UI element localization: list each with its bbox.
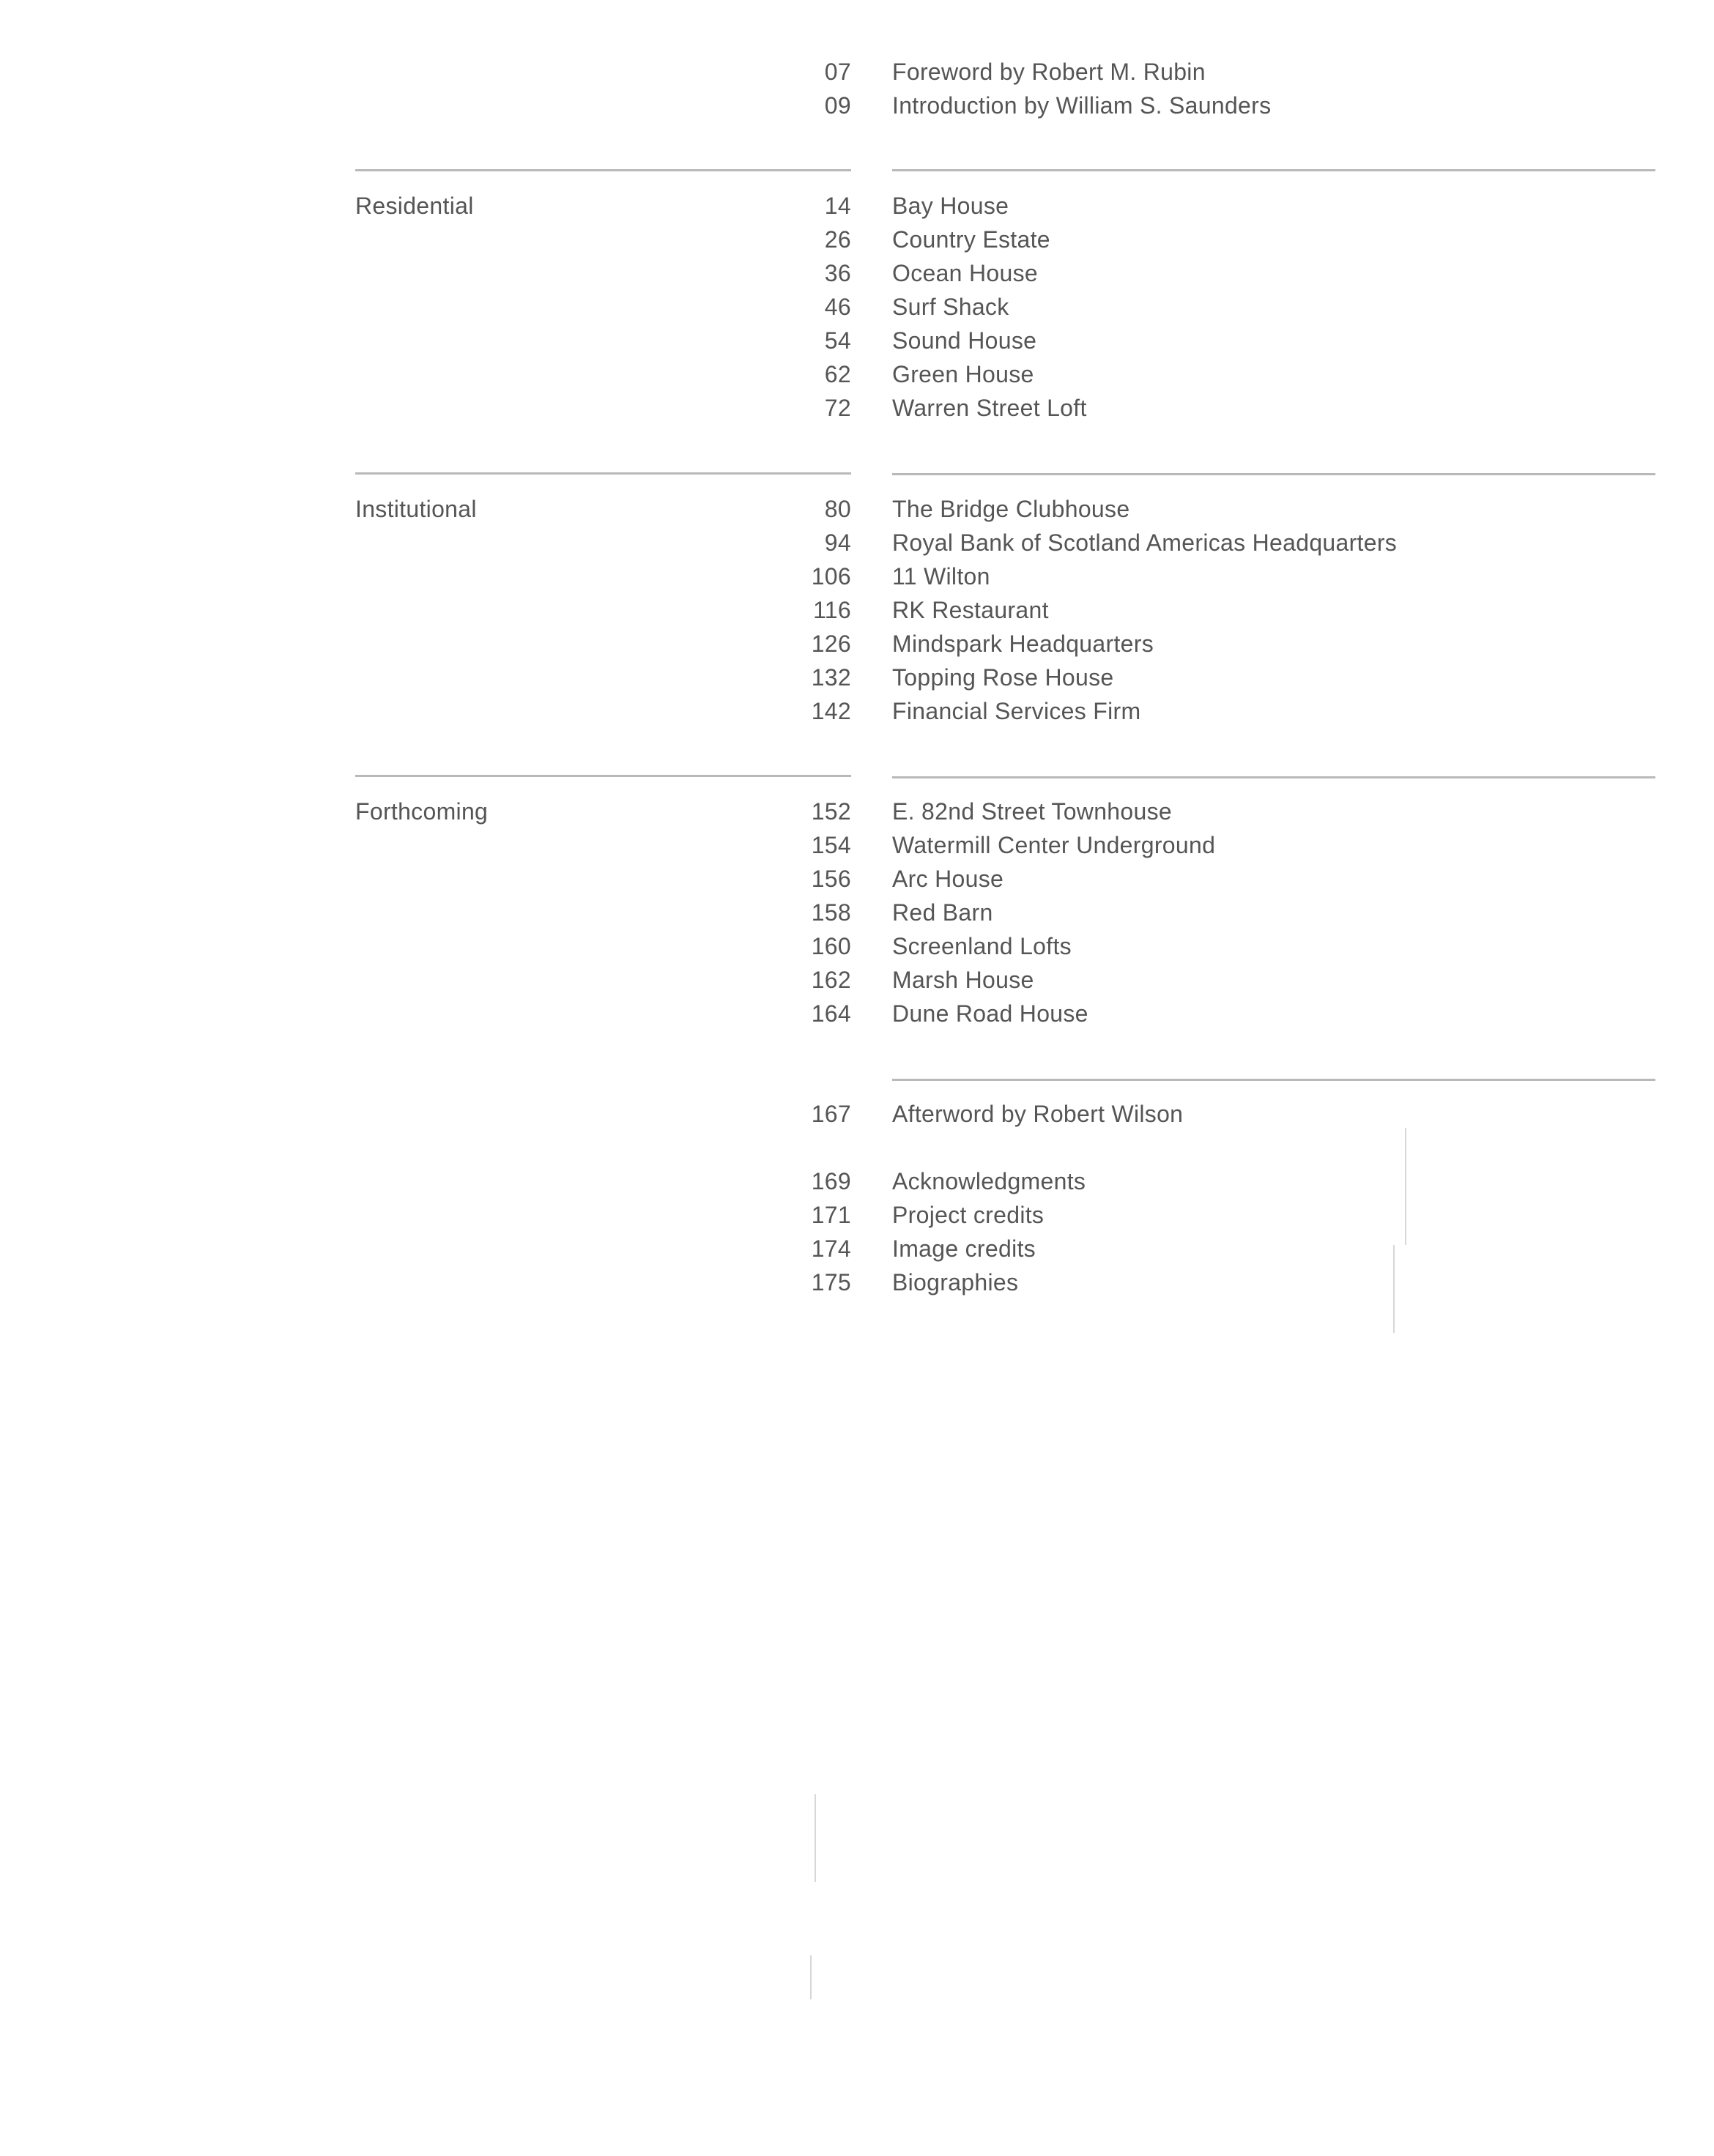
toc-page-number: 174	[811, 1235, 851, 1262]
toc-entry[interactable]	[0, 1164, 1714, 1198]
section-label-forthcoming: Forthcoming	[355, 798, 489, 825]
toc-entry-title: Biographies	[892, 1269, 1019, 1296]
section-label-residential: Residential	[355, 193, 474, 219]
toc-entry[interactable]	[0, 627, 1714, 661]
toc-entry-title: Sound House	[892, 327, 1037, 354]
toc-entry[interactable]	[0, 391, 1714, 425]
toc-entry-title: Introduction by William S. Saunders	[892, 92, 1272, 119]
toc-entry-title: Green House	[892, 361, 1034, 387]
toc-entry[interactable]	[0, 526, 1714, 560]
scan-artifact	[1405, 1128, 1406, 1245]
toc-entry[interactable]	[0, 661, 1714, 694]
toc-entry-title: Marsh House	[892, 967, 1034, 993]
toc-page-number: 07	[824, 59, 851, 85]
toc-page-number: 72	[824, 395, 851, 421]
toc-entry-title: Acknowledgments	[892, 1168, 1086, 1194]
toc-page-number: 158	[811, 899, 851, 926]
toc-entry[interactable]	[0, 1232, 1714, 1265]
toc-entry[interactable]	[0, 290, 1714, 324]
toc-entry[interactable]	[0, 795, 1714, 828]
toc-entry-title: Red Barn	[892, 899, 993, 926]
toc-entry-title: Bay House	[892, 193, 1009, 219]
toc-entry-title: The Bridge Clubhouse	[892, 496, 1130, 522]
toc-entry-title: Screenland Lofts	[892, 933, 1072, 959]
toc-entry-title: Royal Bank of Scotland Americas Headquarters	[892, 529, 1398, 556]
section-label-institutional: Institutional	[355, 496, 477, 522]
toc-page-number: 62	[824, 361, 851, 387]
toc-entry-title: E. 82nd Street Townhouse	[892, 798, 1172, 825]
toc-entry-title: Financial Services Firm	[892, 698, 1141, 724]
toc-page-number: 36	[824, 260, 851, 286]
toc-page-number: 175	[811, 1269, 851, 1296]
toc-entry-title: Dune Road House	[892, 1000, 1088, 1027]
scan-artifact	[810, 1955, 812, 1999]
toc-entry-title: RK Restaurant	[892, 597, 1049, 623]
toc-page-number: 106	[811, 563, 851, 590]
toc-page-number: 142	[811, 698, 851, 724]
toc-entry[interactable]	[0, 929, 1714, 963]
toc-page-number: 169	[811, 1168, 851, 1194]
section-divider-right	[892, 169, 1655, 171]
toc-entry[interactable]	[0, 324, 1714, 357]
toc-page-number: 46	[824, 294, 851, 320]
toc-entry-title: Arc House	[892, 866, 1004, 892]
scan-artifact	[1393, 1245, 1395, 1333]
toc-entry[interactable]	[0, 492, 1714, 526]
toc-entry-title: Mindspark Headquarters	[892, 631, 1154, 657]
toc-entry[interactable]	[0, 593, 1714, 627]
toc-page-number: 156	[811, 866, 851, 892]
toc-entry[interactable]	[0, 997, 1714, 1030]
toc-page-number: 160	[811, 933, 851, 959]
afterword-divider	[892, 1079, 1655, 1081]
toc-page-number: 26	[824, 226, 851, 253]
toc-entry[interactable]	[0, 223, 1714, 256]
toc-entry[interactable]	[0, 1265, 1714, 1299]
toc-entry[interactable]	[0, 189, 1714, 223]
toc-page-number: 54	[824, 327, 851, 354]
toc-page-number: 152	[811, 798, 851, 825]
section-divider-right	[892, 776, 1655, 778]
toc-entry[interactable]	[0, 55, 1714, 89]
toc-entry-title: Image credits	[892, 1235, 1036, 1262]
toc-page-number: 14	[824, 193, 851, 219]
toc-entry-title: Watermill Center Underground	[892, 832, 1216, 858]
toc-page-number: 164	[811, 1000, 851, 1027]
scan-artifact	[815, 1794, 816, 1882]
toc-entry[interactable]	[0, 896, 1714, 929]
toc-entry[interactable]	[0, 694, 1714, 728]
toc-entry[interactable]	[0, 357, 1714, 391]
toc-entry[interactable]	[0, 963, 1714, 997]
toc-entry-title: Surf Shack	[892, 294, 1009, 320]
toc-entry-title: Topping Rose House	[892, 664, 1114, 691]
toc-entry[interactable]	[0, 89, 1714, 122]
toc-page-number: 94	[824, 529, 851, 556]
toc-entry[interactable]	[0, 1198, 1714, 1232]
toc-entry-title: 11 Wilton	[892, 563, 990, 590]
toc-page-number: 162	[811, 967, 851, 993]
toc-entry-title: Ocean House	[892, 260, 1038, 286]
section-divider-left	[355, 472, 851, 475]
toc-page-number: 154	[811, 832, 851, 858]
toc-page-number: 126	[811, 631, 851, 657]
toc-page-number: 09	[824, 92, 851, 119]
toc-page-number: 167	[811, 1101, 851, 1127]
section-divider-left	[355, 169, 851, 171]
toc-entry-title: Country Estate	[892, 226, 1050, 253]
section-divider-left	[355, 775, 851, 777]
toc-page-number: 171	[811, 1202, 851, 1228]
toc-page-number: 132	[811, 664, 851, 691]
toc-entry[interactable]	[0, 862, 1714, 896]
toc-page-number: 116	[813, 597, 851, 623]
toc-page-number: 80	[824, 496, 851, 522]
toc-entry-title: Afterword by Robert Wilson	[892, 1101, 1184, 1127]
toc-entry-title: Project credits	[892, 1202, 1045, 1228]
toc-entry-title: Warren Street Loft	[892, 395, 1087, 421]
section-divider-right	[892, 473, 1655, 475]
toc-entry-title: Foreword by Robert M. Rubin	[892, 59, 1206, 85]
toc-entry[interactable]	[0, 828, 1714, 862]
toc-entry-afterword[interactable]	[0, 1097, 1714, 1131]
toc-entry[interactable]	[0, 560, 1714, 593]
toc-entry[interactable]	[0, 256, 1714, 290]
